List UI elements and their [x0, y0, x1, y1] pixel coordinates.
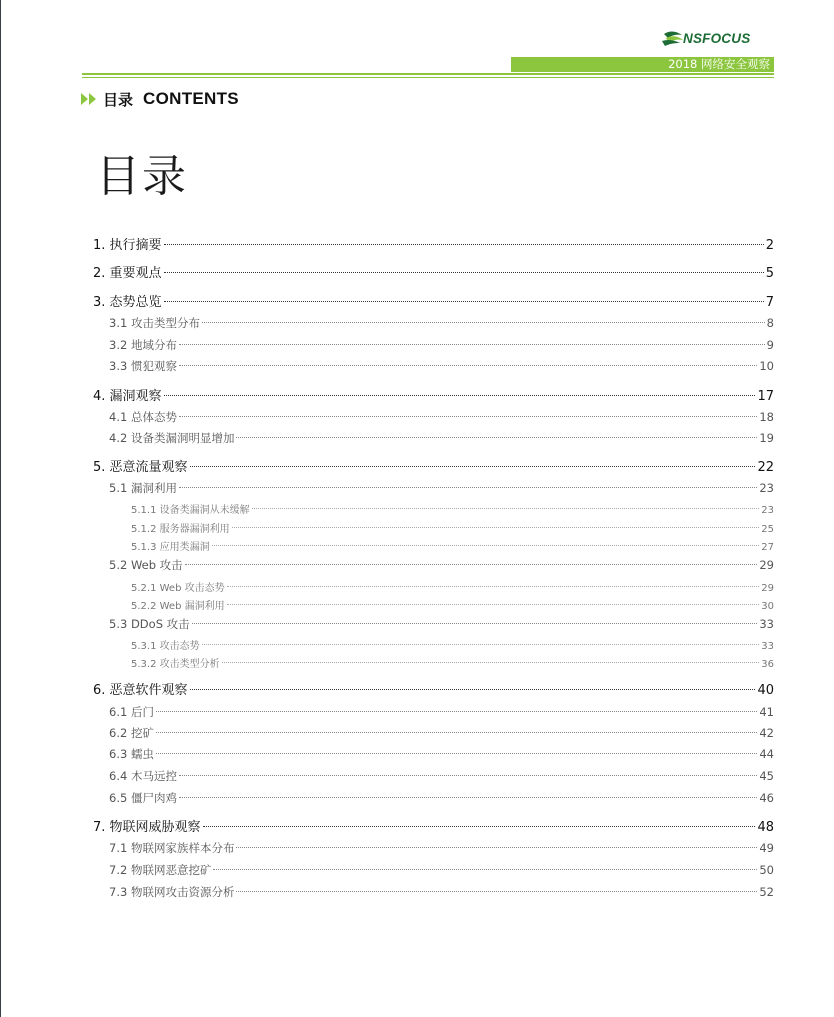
section-heading-en: CONTENTS — [143, 89, 239, 108]
toc-entry-level-1[interactable] — [93, 385, 774, 404]
toc-entry-level-2[interactable] — [109, 337, 774, 353]
toc-entry-title: 4.1 总体态势 — [109, 410, 177, 424]
toc-entry-page: 2 — [765, 238, 774, 253]
toc-entry-level-3[interactable] — [131, 597, 774, 612]
toc-entry-title: 5.2 Web 攻击 — [109, 558, 183, 572]
toc-entry-page: 30 — [761, 601, 774, 612]
toc-entry-page: 29 — [759, 558, 774, 572]
toc-entry-page: 23 — [761, 505, 774, 516]
dot-leader — [222, 662, 760, 663]
dot-leader — [203, 826, 756, 827]
toc-entry-page: 41 — [759, 705, 774, 719]
toc-entry-title: 5.1 漏洞利用 — [109, 481, 177, 495]
dot-leader — [192, 623, 758, 624]
dot-leader — [156, 732, 757, 733]
dot-leader — [185, 564, 758, 565]
report-title-band: 2018 网络安全观察 — [511, 57, 774, 72]
dot-leader — [179, 797, 757, 798]
toc-entry-title: 5. 恶意流量观察 — [93, 460, 188, 475]
toc-entry-title: 7.2 物联网恶意挖矿 — [109, 863, 212, 877]
toc-entry-level-3[interactable] — [131, 579, 774, 594]
toc-entry-title: 3. 态势总览 — [93, 295, 162, 310]
toc-entry-level-1[interactable] — [93, 456, 774, 475]
toc-entry-page: 40 — [757, 683, 774, 698]
logo-text: NSFOCUS — [683, 31, 751, 46]
toc-entry-title: 4. 漏洞观察 — [93, 389, 162, 404]
dot-leader — [179, 416, 757, 417]
toc-entry-page: 27 — [761, 542, 774, 553]
toc-entry-level-1[interactable] — [93, 262, 774, 281]
toc-entry-page: 33 — [761, 641, 774, 652]
toc-entry-page: 44 — [759, 747, 774, 761]
toc-entry-title: 3.3 惯犯观察 — [109, 359, 177, 373]
dot-leader — [232, 527, 760, 528]
dot-leader — [179, 775, 757, 776]
toc-entry-level-2[interactable] — [109, 480, 774, 496]
toc-entry-title: 6.2 挖矿 — [109, 726, 154, 740]
toc-entry-page: 42 — [759, 726, 774, 740]
toc-entry-level-2[interactable] — [109, 704, 774, 720]
dot-leader — [179, 365, 757, 366]
toc-entry-page: 19 — [759, 431, 774, 445]
toc-entry-title: 1. 执行摘要 — [93, 238, 162, 253]
dot-leader — [190, 689, 756, 690]
toc-entry-level-2[interactable] — [109, 790, 774, 806]
toc-entry-page: 36 — [761, 659, 774, 670]
dot-leader — [164, 301, 764, 302]
toc-entry-level-2[interactable] — [109, 557, 774, 573]
toc-entry-page: 18 — [759, 410, 774, 424]
toc-entry-page: 52 — [759, 885, 774, 899]
toc-entry-page: 5 — [765, 266, 774, 281]
toc-entry-page: 45 — [759, 769, 774, 783]
toc-entry-title: 5.1.2 服务器漏洞利用 — [131, 524, 230, 535]
dot-leader — [227, 586, 760, 587]
toc-entry-level-1[interactable] — [93, 234, 774, 253]
toc-entry-page: 48 — [757, 820, 774, 835]
dot-leader — [227, 604, 760, 605]
page-title: 目录 — [96, 151, 188, 202]
toc-entry-title: 6.3 蠕虫 — [109, 747, 154, 761]
toc-entry-level-2[interactable] — [109, 315, 774, 331]
toc-entry-title: 4.2 设备类漏洞明显增加 — [109, 431, 235, 445]
toc-entry-title: 5.2.1 Web 攻击态势 — [131, 583, 225, 594]
toc-entry-page: 9 — [766, 338, 774, 352]
toc-entry-title: 7. 物联网威胁观察 — [93, 820, 201, 835]
toc-entry-level-3[interactable] — [131, 538, 774, 553]
dot-leader — [190, 466, 756, 467]
toc-entry-page: 33 — [759, 617, 774, 631]
toc-entry-page: 49 — [759, 841, 774, 855]
toc-entry-title: 5.1.1 设备类漏洞从未缓解 — [131, 505, 250, 516]
dot-leader — [252, 508, 760, 509]
toc-entry-title: 6.1 后门 — [109, 705, 154, 719]
toc-entry-title: 2. 重要观点 — [93, 266, 162, 281]
toc-entry-title: 3.2 地域分布 — [109, 338, 177, 352]
dot-leader — [164, 395, 756, 396]
toc-entry-title: 5.1.3 应用类漏洞 — [131, 542, 210, 553]
toc-entry-title: 6.5 僵尸肉鸡 — [109, 791, 177, 805]
dot-leader — [164, 244, 764, 245]
toc-entry-level-2[interactable] — [109, 409, 774, 425]
toc-entry-level-3[interactable] — [131, 655, 774, 670]
toc-entry-title: 5.3.1 攻击态势 — [131, 641, 200, 652]
section-heading-cn: 目录 — [103, 90, 134, 109]
toc-entry-page: 7 — [765, 295, 774, 310]
dot-leader — [156, 753, 757, 754]
dot-leader — [236, 847, 757, 848]
dot-leader — [164, 272, 764, 273]
dot-leader — [156, 711, 757, 712]
toc-entry-page: 23 — [759, 481, 774, 495]
toc-entry-page: 8 — [766, 316, 774, 330]
toc-entry-level-1[interactable] — [93, 679, 774, 698]
dot-leader — [179, 487, 757, 488]
toc-entry-title: 5.3 DDoS 攻击 — [109, 617, 190, 631]
toc-entry-level-3[interactable] — [131, 637, 774, 652]
toc-entry-level-2[interactable] — [109, 746, 774, 762]
toc-entry-level-2[interactable] — [109, 768, 774, 784]
toc-entry-level-1[interactable] — [93, 816, 774, 835]
dot-leader — [236, 891, 757, 892]
toc-entry-title: 5.2.2 Web 漏洞利用 — [131, 601, 225, 612]
toc-entry-level-2[interactable] — [109, 430, 774, 446]
toc-entry-title: 6. 恶意软件观察 — [93, 683, 188, 698]
toc-entry-title: 5.3.2 攻击类型分析 — [131, 659, 220, 670]
dot-leader — [236, 437, 757, 438]
toc-entry-level-2[interactable] — [109, 862, 774, 878]
toc-entry-page: 50 — [759, 863, 774, 877]
toc-entry-page: 10 — [759, 359, 774, 373]
toc-entry-page: 29 — [761, 583, 774, 594]
dot-leader — [202, 322, 765, 323]
dot-leader — [179, 344, 765, 345]
dot-leader — [202, 644, 760, 645]
toc-entry-page: 22 — [757, 460, 774, 475]
toc-entry-title: 7.3 物联网攻击资源分析 — [109, 885, 235, 899]
toc-entry-title: 7.1 物联网家族样本分布 — [109, 841, 235, 855]
dot-leader — [213, 869, 757, 870]
toc-entry-level-2[interactable] — [109, 725, 774, 741]
toc-entry-page: 25 — [761, 524, 774, 535]
toc-entry-level-2[interactable] — [109, 840, 774, 856]
toc-entry-title: 6.4 木马远控 — [109, 769, 177, 783]
toc-entry-level-2[interactable] — [109, 616, 774, 632]
toc-entry-level-3[interactable] — [131, 501, 774, 516]
toc-entry-page: 46 — [759, 791, 774, 805]
toc-entry-page: 17 — [757, 389, 774, 404]
toc-entry-level-1[interactable] — [93, 291, 774, 310]
toc-entry-level-2[interactable] — [109, 358, 774, 374]
toc-entry-level-2[interactable] — [109, 884, 774, 900]
toc-entry-level-3[interactable] — [131, 520, 774, 535]
dot-leader — [212, 545, 760, 546]
toc-entry-title: 3.1 攻击类型分布 — [109, 316, 200, 330]
